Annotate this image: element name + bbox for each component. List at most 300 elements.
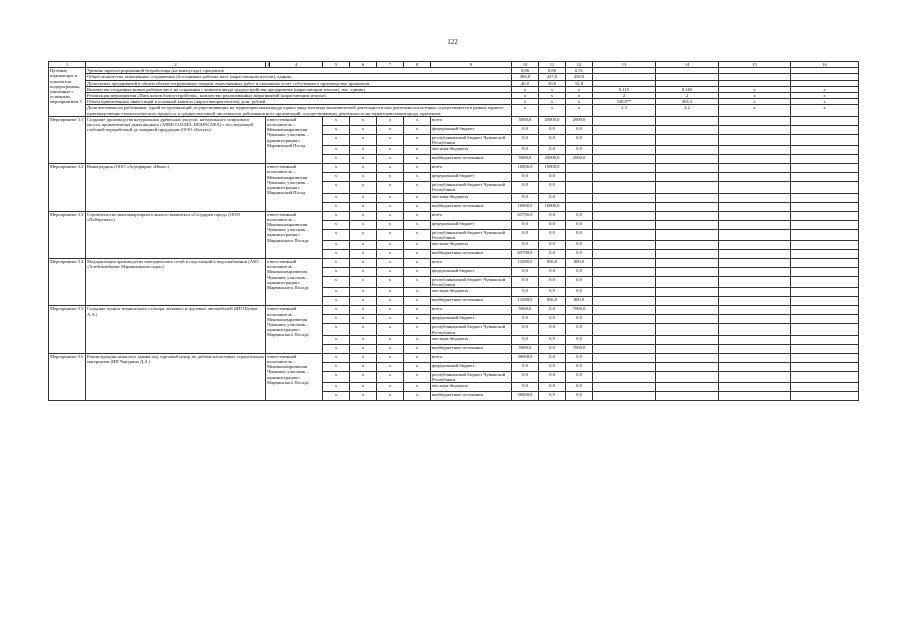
measure-code-cell: x (323, 211, 350, 220)
indicator-value: x (539, 99, 566, 105)
measure-code-cell: x (323, 315, 350, 324)
empty-cell (593, 288, 656, 297)
measure-code-cell: x (404, 306, 431, 315)
measure-code-cell: x (377, 268, 404, 277)
indicator-value: 0,165 (656, 86, 719, 92)
funding-value: 0,0 (512, 268, 539, 277)
funding-value: 0,0 (566, 335, 593, 344)
empty-cell (656, 288, 719, 297)
measure-code-cell: x (377, 146, 404, 155)
funding-source: всего (431, 259, 512, 268)
funding-value (566, 193, 593, 202)
column-number: 11 (539, 62, 566, 68)
empty-cell (593, 383, 656, 392)
empty-cell (593, 193, 656, 202)
empty-cell (791, 371, 859, 382)
empty-cell (656, 134, 719, 145)
empty-cell (719, 371, 791, 382)
measure-responsible: ответственный исполнитель – Минэкономразвития Чувашии; участник – администрация г. Мариинского Посада (266, 211, 323, 258)
measure-code-cell: x (350, 277, 377, 288)
empty-cell (593, 182, 656, 193)
measure-code-cell: x (323, 353, 350, 362)
funding-value: 0,0 (566, 241, 593, 250)
funding-value (566, 164, 593, 173)
empty-cell (719, 392, 791, 401)
measure-code-cell: x (377, 371, 404, 382)
measure-code-cell: x (350, 241, 377, 250)
empty-cell (719, 155, 791, 164)
empty-cell (656, 164, 719, 173)
funding-value: 0,0 (512, 125, 539, 134)
measure-code-cell: x (404, 116, 431, 125)
empty-cell (719, 193, 791, 202)
measure-code-cell: x (404, 335, 431, 344)
measure-code-cell: x (377, 202, 404, 211)
empty-cell (791, 146, 859, 155)
measure-name: Строительство многоквартирного жилого комплекса «Государев город» (ООО «Побережье») (86, 211, 266, 258)
empty-cell (719, 211, 791, 220)
empty-cell (593, 134, 656, 145)
funding-source: местные бюджеты (431, 193, 512, 202)
measure-code-cell: x (377, 229, 404, 240)
funding-source: федеральный бюджет (431, 125, 512, 134)
measure-code-cell: x (323, 182, 350, 193)
empty-cell (719, 344, 791, 353)
funding-value: 0,0 (539, 383, 566, 392)
measure-code-cell: x (350, 362, 377, 371)
empty-cell (593, 220, 656, 229)
measure-code-cell: x (350, 116, 377, 125)
empty-cell (719, 335, 791, 344)
measure-code-cell: x (350, 229, 377, 240)
funding-value: 0,0 (512, 229, 539, 240)
funding-value: 0,0 (512, 383, 539, 392)
indicator-value: 2 (593, 93, 656, 99)
measure-code-cell: x (323, 371, 350, 382)
empty-cell (791, 297, 859, 306)
measure-code-cell: x (323, 125, 350, 134)
measure-row (49, 164, 859, 173)
funding-value: 10000,0 (539, 164, 566, 173)
empty-cell (719, 229, 791, 240)
measure-name: Виноградник (ООО «Агрофирма «Ивно») (86, 164, 266, 211)
column-number: 5 (323, 62, 350, 68)
empty-cell (656, 324, 719, 335)
measure-row (49, 211, 859, 220)
column-number: 16 (791, 62, 859, 68)
measure-code-cell: x (323, 173, 350, 182)
funding-value: 800,0 (566, 297, 593, 306)
indicator-value: x (791, 99, 859, 105)
column-number: 12 (566, 62, 593, 68)
measure-code-cell: x (404, 277, 431, 288)
measure-code-cell: x (377, 315, 404, 324)
funding-value: 65780,0 (512, 250, 539, 259)
empty-cell (656, 193, 719, 202)
measure-code-cell: x (404, 297, 431, 306)
measure-code-cell: x (323, 306, 350, 315)
empty-cell (719, 125, 791, 134)
measure-code-cell: x (377, 164, 404, 173)
measure-code-cell: x (323, 277, 350, 288)
funding-source: внебюджетные источники (431, 392, 512, 401)
empty-cell (656, 241, 719, 250)
measure-code-cell: x (404, 324, 431, 335)
measure-code-cell: x (404, 134, 431, 145)
measure-code-cell: x (323, 297, 350, 306)
funding-value: 0,0 (566, 315, 593, 324)
measure-name: Создание пункта технического осмотра легковых и грузовых автомобилей (ИП Шумов А.А.) (86, 306, 266, 353)
indicator-value: x (719, 105, 791, 116)
measure-code-cell: x (323, 392, 350, 401)
indicator-value: x (791, 86, 859, 92)
empty-cell (656, 268, 719, 277)
funding-value: 0,0 (512, 371, 539, 382)
empty-cell (719, 116, 791, 125)
measure-code-cell: x (323, 324, 350, 335)
empty-cell (791, 392, 859, 401)
funding-value: 0,0 (539, 268, 566, 277)
empty-cell (791, 306, 859, 315)
empty-cell (719, 146, 791, 155)
empty-cell (593, 335, 656, 344)
measure-code-cell: x (323, 335, 350, 344)
measure-code-cell: x (350, 353, 377, 362)
empty-cell (593, 211, 656, 220)
empty-cell (656, 344, 719, 353)
funding-source: всего (431, 211, 512, 220)
measure-code-cell: x (404, 268, 431, 277)
measure-code: Мероприятие 3.4 (49, 259, 86, 306)
column-number: 13 (593, 62, 656, 68)
measure-code-cell: x (377, 288, 404, 297)
funding-value: 0,0 (539, 288, 566, 297)
empty-cell (791, 259, 859, 268)
measure-code-cell: x (323, 116, 350, 125)
measure-code-cell: x (377, 134, 404, 145)
empty-cell (791, 335, 859, 344)
empty-cell (656, 371, 719, 382)
measure-code-cell: x (404, 362, 431, 371)
funding-source: всего (431, 353, 512, 362)
funding-value: 0,0 (512, 193, 539, 202)
funding-source: внебюджетные источники (431, 250, 512, 259)
empty-cell (719, 353, 791, 362)
column-number: 2 (86, 62, 266, 68)
funding-value: 0,0 (566, 250, 593, 259)
funding-value: 0,0 (512, 288, 539, 297)
measure-code-cell: x (350, 202, 377, 211)
measure-responsible: ответственный исполнитель – Минэкономразвития Чувашии; участник – администрация г. Мариинского Посада (266, 306, 323, 353)
measure-code-cell: x (350, 193, 377, 202)
funding-value: 0,0 (539, 335, 566, 344)
measure-code-cell: x (323, 344, 350, 353)
empty-cell (656, 259, 719, 268)
indicator-value: x (566, 93, 593, 99)
indicator-value: 0,51 (566, 68, 593, 74)
measure-code-cell: x (404, 353, 431, 362)
measure-code-cell: x (377, 116, 404, 125)
empty-cell (791, 116, 859, 125)
measure-code-cell: x (377, 344, 404, 353)
empty-cell (593, 315, 656, 324)
empty-cell (791, 164, 859, 173)
indicator-value: x (539, 105, 566, 116)
funding-source: внебюджетные источники (431, 297, 512, 306)
empty-cell (656, 202, 719, 211)
funding-value: 45000,0 (539, 155, 566, 164)
funding-value: 0,0 (539, 277, 566, 288)
indicator-value: 458,0 (566, 74, 593, 80)
empty-cell (719, 297, 791, 306)
empty-cell (791, 288, 859, 297)
measure-code-cell: x (377, 306, 404, 315)
empty-cell (593, 173, 656, 182)
measure-code-cell: x (323, 155, 350, 164)
empty-cell (593, 306, 656, 315)
empty-cell (719, 268, 791, 277)
empty-cell (791, 241, 859, 250)
empty-cell (656, 335, 719, 344)
measure-code-cell: x (350, 250, 377, 259)
column-number: 9 (431, 62, 512, 68)
measure-code-cell: x (377, 182, 404, 193)
empty-cell (656, 306, 719, 315)
indicator-value: x (719, 86, 791, 92)
funding-value: 0,0 (512, 173, 539, 182)
measure-code-cell: x (350, 344, 377, 353)
measure-code-cell: x (323, 250, 350, 259)
empty-cell (656, 277, 719, 288)
funding-source: местные бюджеты (431, 383, 512, 392)
indicator-text: Количество созданных новых рабочих мест на основании с момента ввода трудоустройства предприятия (нарастающим итогом), тыс. единиц (86, 86, 512, 92)
measure-code-cell: x (350, 371, 377, 382)
measure-code-cell: x (404, 315, 431, 324)
measure-code-cell: x (350, 392, 377, 401)
funding-value: 10000,0 (512, 202, 539, 211)
indicator-value: 494,3 (656, 99, 719, 105)
funding-value: 0,0 (539, 211, 566, 220)
funding-value: 0,0 (512, 335, 539, 344)
measure-code-cell: x (323, 229, 350, 240)
empty-cell (791, 220, 859, 229)
measure-code-cell: x (377, 173, 404, 182)
measure-code-cell: x (377, 211, 404, 220)
measure-responsible: ответственный исполнитель – Минэкономразвития Чувашии; участник – администрация г. Мариинский Посад (266, 116, 323, 163)
indicator-text: Доля численности работников, одной из организаций, осуществляющих на территории моногорода одного вида или вида экономической деятельности или деятельности которых осуществляется в рамках единого производственно-технологического процесса, к среднесписочной численности работников всех организаций, осуществляющих деятельность на территории моногорода, процентов (86, 105, 512, 116)
indicator-row (49, 105, 859, 116)
funding-value: 0,0 (539, 324, 566, 335)
measure-code-cell: x (323, 259, 350, 268)
funding-value: 0,0 (566, 353, 593, 362)
column-number: 10 (512, 62, 539, 68)
funding-value: 7000,0 (566, 306, 593, 315)
column-number: 6 (350, 62, 377, 68)
funding-value: 0,0 (539, 344, 566, 353)
empty-cell (791, 134, 859, 145)
measure-responsible: ответственный исполнитель – Минэкономразвития Чувашии; участник – администрация г. Мариинский Посад (266, 164, 323, 211)
indicator-value: 369,0 (512, 74, 539, 80)
measure-code: Мероприятие 3.5 (49, 306, 86, 353)
column-number: 7 (377, 62, 404, 68)
measure-code-cell: x (404, 371, 431, 382)
program-table (48, 61, 859, 401)
funding-source: всего (431, 306, 512, 315)
funding-value: 0,0 (566, 277, 593, 288)
measure-code-cell: x (404, 155, 431, 164)
funding-source: федеральный бюджет (431, 220, 512, 229)
funding-value (566, 202, 593, 211)
funding-value: 0,0 (566, 229, 593, 240)
measure-name: Создание производства натуральных древесных уксусов, натурального спиртового уксуса, ароматизатора дыма жидкого (ARMCOACHA, RESINCNEA) с последующей глубокой переработкой до товарной продукции (ООО «Битум») (86, 116, 266, 163)
measure-code-cell: x (404, 229, 431, 240)
indicator-value: 2 (656, 93, 719, 99)
indicator-value: x (719, 93, 791, 99)
funding-value: 30000,0 (512, 392, 539, 401)
empty-cell (719, 288, 791, 297)
empty-cell (719, 182, 791, 193)
funding-value: 0,0 (512, 324, 539, 335)
funding-value: 2000,0 (566, 116, 593, 125)
empty-cell (791, 362, 859, 371)
funding-value: 0,0 (566, 288, 593, 297)
measure-name: Модернизация производства электрических сетей и подстанций в водоснабжении (АЗО «Хлебокомбинат Мариинскиепосады») (86, 259, 266, 306)
measure-code-cell: x (350, 259, 377, 268)
empty-cell (656, 383, 719, 392)
empty-cell (593, 362, 656, 371)
funding-value: 10000,0 (512, 164, 539, 173)
indicator-value: x (791, 93, 859, 99)
indicator-value: x (566, 86, 593, 92)
measure-code-cell: x (323, 268, 350, 277)
funding-source: федеральный бюджет (431, 173, 512, 182)
empty-cell (656, 182, 719, 193)
measure-code-cell: x (404, 173, 431, 182)
empty-cell (656, 173, 719, 182)
measure-code-cell: x (323, 164, 350, 173)
funding-value: 0,0 (539, 315, 566, 324)
empty-cell (791, 229, 859, 240)
funding-source: внебюджетные источники (431, 202, 512, 211)
measure-code: Мероприятие 3.3 (49, 211, 86, 258)
funding-value: 30000,0 (512, 353, 539, 362)
empty-cell (593, 392, 656, 401)
funding-value: 5000,0 (512, 116, 539, 125)
empty-cell (719, 259, 791, 268)
funding-value: 0,0 (566, 362, 593, 371)
funding-value: 0,0 (539, 371, 566, 382)
measure-code-cell: x (350, 146, 377, 155)
indicator-text: Реализация мероприятия «Пять шагов благоустройства», количество реализованных мероприятий (нарастающим итогом) (86, 93, 512, 99)
measure-code-cell: x (350, 211, 377, 220)
measure-code-cell: x (350, 297, 377, 306)
funding-value: 0,0 (566, 211, 593, 220)
empty-cell (593, 116, 656, 125)
measure-code-cell: x (377, 324, 404, 335)
measure-responsible: ответственный исполнитель – Минэкономразвития Чувашии; участник – администрация г. Мариинского Посада (266, 353, 323, 400)
measure-code-cell: x (323, 134, 350, 145)
measure-code-cell: x (350, 288, 377, 297)
funding-source: всего (431, 116, 512, 125)
empty-cell (593, 125, 656, 134)
indicator-text: Доля малых предприятий в общем объеме отгруженных товаров, выполненных работ и оказанных услуг собственного производства, процентов (86, 80, 512, 86)
indicator-text: Общее количество замещенных создаваемых (постоянных рабочих мест (нарастающим итогом), единиц (86, 74, 512, 80)
indicator-value: 0,80 (539, 68, 566, 74)
measure-code-cell: x (377, 250, 404, 259)
measure-row (49, 353, 859, 362)
empty-cell (593, 344, 656, 353)
empty-cell (791, 353, 859, 362)
empty-cell (791, 182, 859, 193)
funding-value: 2000,0 (566, 155, 593, 164)
measure-code-cell: x (350, 164, 377, 173)
funding-value: 0,0 (539, 134, 566, 145)
measure-responsible: ответственный исполнитель – Минэкономразвития Чувашии; участник – администрация г. Мариинского Посада (266, 259, 323, 306)
empty-cell (791, 344, 859, 353)
empty-cell (719, 164, 791, 173)
measure-code-cell: x (404, 392, 431, 401)
measure-code-cell: x (404, 259, 431, 268)
funding-source: местные бюджеты (431, 288, 512, 297)
empty-cell (593, 202, 656, 211)
funding-value: 800,0 (566, 259, 593, 268)
funding-source: федеральный бюджет (431, 362, 512, 371)
empty-cell (593, 371, 656, 382)
empty-cell (593, 259, 656, 268)
funding-value: 13580,0 (512, 259, 539, 268)
empty-cell (656, 155, 719, 164)
measure-code-cell: x (377, 277, 404, 288)
measure-code-cell: x (404, 383, 431, 392)
measure-code-cell: x (404, 125, 431, 134)
measure-code-cell: x (404, 241, 431, 250)
funding-value: 856,0 (539, 259, 566, 268)
funding-value: 0,0 (539, 229, 566, 240)
empty-cell (593, 277, 656, 288)
funding-value: 0,0 (539, 353, 566, 362)
measure-code-cell: x (350, 335, 377, 344)
indicator-value: 2,3 (593, 105, 656, 116)
empty-cell (791, 277, 859, 288)
funding-value: 0,0 (512, 146, 539, 155)
measure-code-cell: x (377, 125, 404, 134)
empty-cell (719, 315, 791, 324)
measure-code: Мероприятие 3.6 (49, 353, 86, 400)
empty-cell (791, 193, 859, 202)
funding-source: республиканский бюджет Чувашской Республики (431, 134, 512, 145)
measure-code-cell: x (350, 268, 377, 277)
funding-value: 0,0 (539, 392, 566, 401)
empty-cell (719, 362, 791, 371)
measure-code: Мероприятие 3.2 (49, 164, 86, 211)
measure-code-cell: x (350, 182, 377, 193)
measure-code-cell: x (350, 220, 377, 229)
measure-code-cell: x (377, 353, 404, 362)
funding-value (566, 182, 593, 193)
measure-code-cell: x (377, 392, 404, 401)
measure-code-cell: x (404, 344, 431, 353)
empty-cell (656, 116, 719, 125)
empty-cell (593, 241, 656, 250)
empty-cell (719, 277, 791, 288)
funding-value: 0,0 (566, 146, 593, 155)
measure-code-cell: x (377, 193, 404, 202)
funding-value: 5000,0 (512, 344, 539, 353)
funding-source: республиканский бюджет Чувашской Республики (431, 229, 512, 240)
empty-cell (656, 297, 719, 306)
funding-value: 0,0 (539, 193, 566, 202)
measure-code-cell: x (323, 288, 350, 297)
